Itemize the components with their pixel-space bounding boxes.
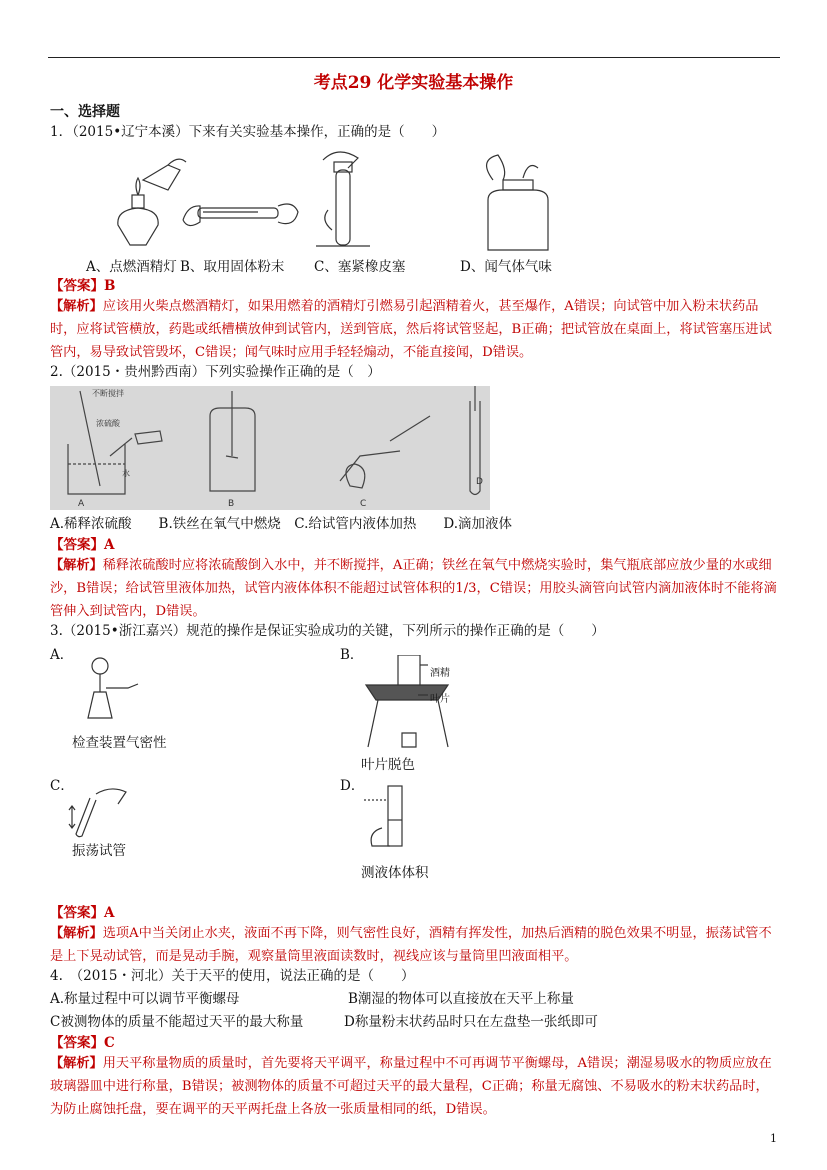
- q3-label-leaf: 叶片: [430, 694, 450, 705]
- q3-explain-text: 选项A中当关闭止水夹，液面不再下降，则气密性良好，酒精有挥发性，加热后酒精的脱色效果不明显，振荡试管不是上下晃动试管，而是晃动手腕，观察量筒里液面读数时，视线应该与量筒里凹液面相平。: [50, 926, 772, 964]
- shake-tube-figure: [66, 780, 146, 840]
- q4-explanation: [50, 1052, 780, 1121]
- q2-options: A.稀释浓硫酸 B.铁丝在氧气中燃烧 C.给试管内液体加热 D.滴加液体: [50, 516, 513, 532]
- q3-answer: 【答案】A: [50, 905, 115, 921]
- question-3-stem: 3.（2015•浙江嘉兴）规范的操作是保证实验成功的关键，下列所示的操作正确的是（ ）: [50, 623, 605, 639]
- q3-caption-b: 叶片脱色: [361, 757, 415, 773]
- photo-label-d: D: [476, 477, 483, 487]
- q4-answer: 【答案】C: [50, 1035, 115, 1051]
- alcohol-lamp-figure: [118, 159, 186, 245]
- q3-caption-a: 检查装置气密性: [72, 735, 167, 751]
- q2-explanation: [50, 554, 780, 623]
- header-rule: [48, 57, 780, 58]
- q3-letter-d: D．: [340, 778, 365, 794]
- q3-letter-b: B．: [340, 647, 364, 663]
- airtightness-figure: [78, 652, 148, 722]
- q1-option-d: D、闻气体气味: [460, 259, 552, 275]
- photo-label-stir: 不断搅拌: [92, 389, 124, 398]
- photo-label-b: B: [228, 499, 235, 509]
- smell-gas-figure: [487, 155, 548, 250]
- photo-label-a: A: [78, 499, 85, 509]
- question-1-stem: 1．（2015•辽宁本溪）下来有关实验基本操作，正确的是（ ）: [50, 124, 446, 140]
- question-1-figures: [108, 150, 588, 255]
- q1-explanation: [50, 295, 780, 364]
- q1-option-b: B、取用固体粉末: [180, 259, 285, 275]
- page-number: 1: [770, 1132, 777, 1145]
- q4-explain-text: 用天平称量物质的质量时，首先要将天平调平，称量过程中不可再调节平衡螺母，A错误；潮湿易吸水的物质应放在玻璃器皿中进行称量，B错误；被测物体的质量不可超过天平的最大量程，C正确；称量无腐蚀、不易吸水的粉末状药品时，为防止腐蚀托盘，要在调平的天平两托盘上各放一张质量相同的纸，D错误。: [50, 1056, 772, 1117]
- q4-option-a: A.称量过程中可以调节平衡螺母: [50, 991, 240, 1007]
- question-2-figures: [50, 386, 490, 510]
- photo-label-water: 水: [122, 469, 130, 478]
- measure-volume-figure: [362, 780, 432, 852]
- question-2-stem: 2.（2015・贵州黔西南）下列实验操作正确的是（ ）: [50, 364, 381, 380]
- q1-answer: 【答案】B: [50, 278, 116, 294]
- q1-explain-text: 应该用火柴点燃酒精灯，如果用燃着的酒精灯引燃易引起酒精着火，甚至爆作，A错误；向试管中加入粉末状药品时，应将试管横放，药匙或纸槽横放伸到试管内，送到管底，然后将试管竖起，B正确；把试管放在桌面上，将试管塞压进试管内，易导致试管毁坏，C错误；闻气味时应用手轻轻煽动，不能直接闻，D错误。: [50, 299, 772, 360]
- q4-option-c: C被测物体的质量不能超过天平的最大称量: [50, 1014, 304, 1030]
- q3-explain-tag: 【解析】: [50, 926, 103, 941]
- q1-option-c: C、塞紧橡皮塞: [314, 259, 406, 275]
- q4-option-d: D称量粉末状药品时只在左盘垫一张纸即可: [344, 1014, 598, 1030]
- q3-caption-c: 振荡试管: [72, 843, 126, 859]
- section-heading: 一、选择题: [50, 104, 120, 120]
- question-4-stem: 4. （2015・河北）关于天平的使用，说法正确的是（ ）: [50, 968, 415, 984]
- photo-label-acid: 浓硫酸: [96, 419, 120, 428]
- q1-option-a: A、点燃酒精灯: [86, 259, 177, 275]
- q3-caption-d: 测液体体积: [361, 865, 429, 881]
- question-2-photo: [50, 386, 490, 510]
- q4-option-b: B潮湿的物体可以直接放在天平上称量: [348, 991, 574, 1007]
- photo-label-c: C: [360, 499, 367, 509]
- q2-explain-tag: 【解析】: [50, 558, 103, 573]
- rubber-stopper-figure: [316, 152, 370, 246]
- q3-letter-a: A．: [50, 647, 74, 663]
- q3-label-alcohol: 酒精: [430, 668, 450, 679]
- q3-letter-c: C．: [50, 778, 74, 794]
- powder-trough-figure: [183, 204, 298, 226]
- q2-explain-text: 稀释浓硫酸时应将浓硫酸倒入水中，并不断搅拌，A正确；铁丝在氧气中燃烧实验时，集气瓶底部应放少量的水或细沙，B错误；给试管里液体加热，试管内液体体积不能超过试管体积的1/3，C错误；用胶头滴管向试管内滴加液体时不能将滴管伸入到试管内，D错误。: [50, 558, 777, 619]
- q3-explanation: [50, 922, 780, 968]
- q2-answer: 【答案】A: [50, 537, 115, 553]
- page-title: 考点29 化学实验基本操作: [313, 73, 514, 93]
- q1-explain-tag: 【解析】: [50, 299, 103, 314]
- q4-explain-tag: 【解析】: [50, 1056, 103, 1071]
